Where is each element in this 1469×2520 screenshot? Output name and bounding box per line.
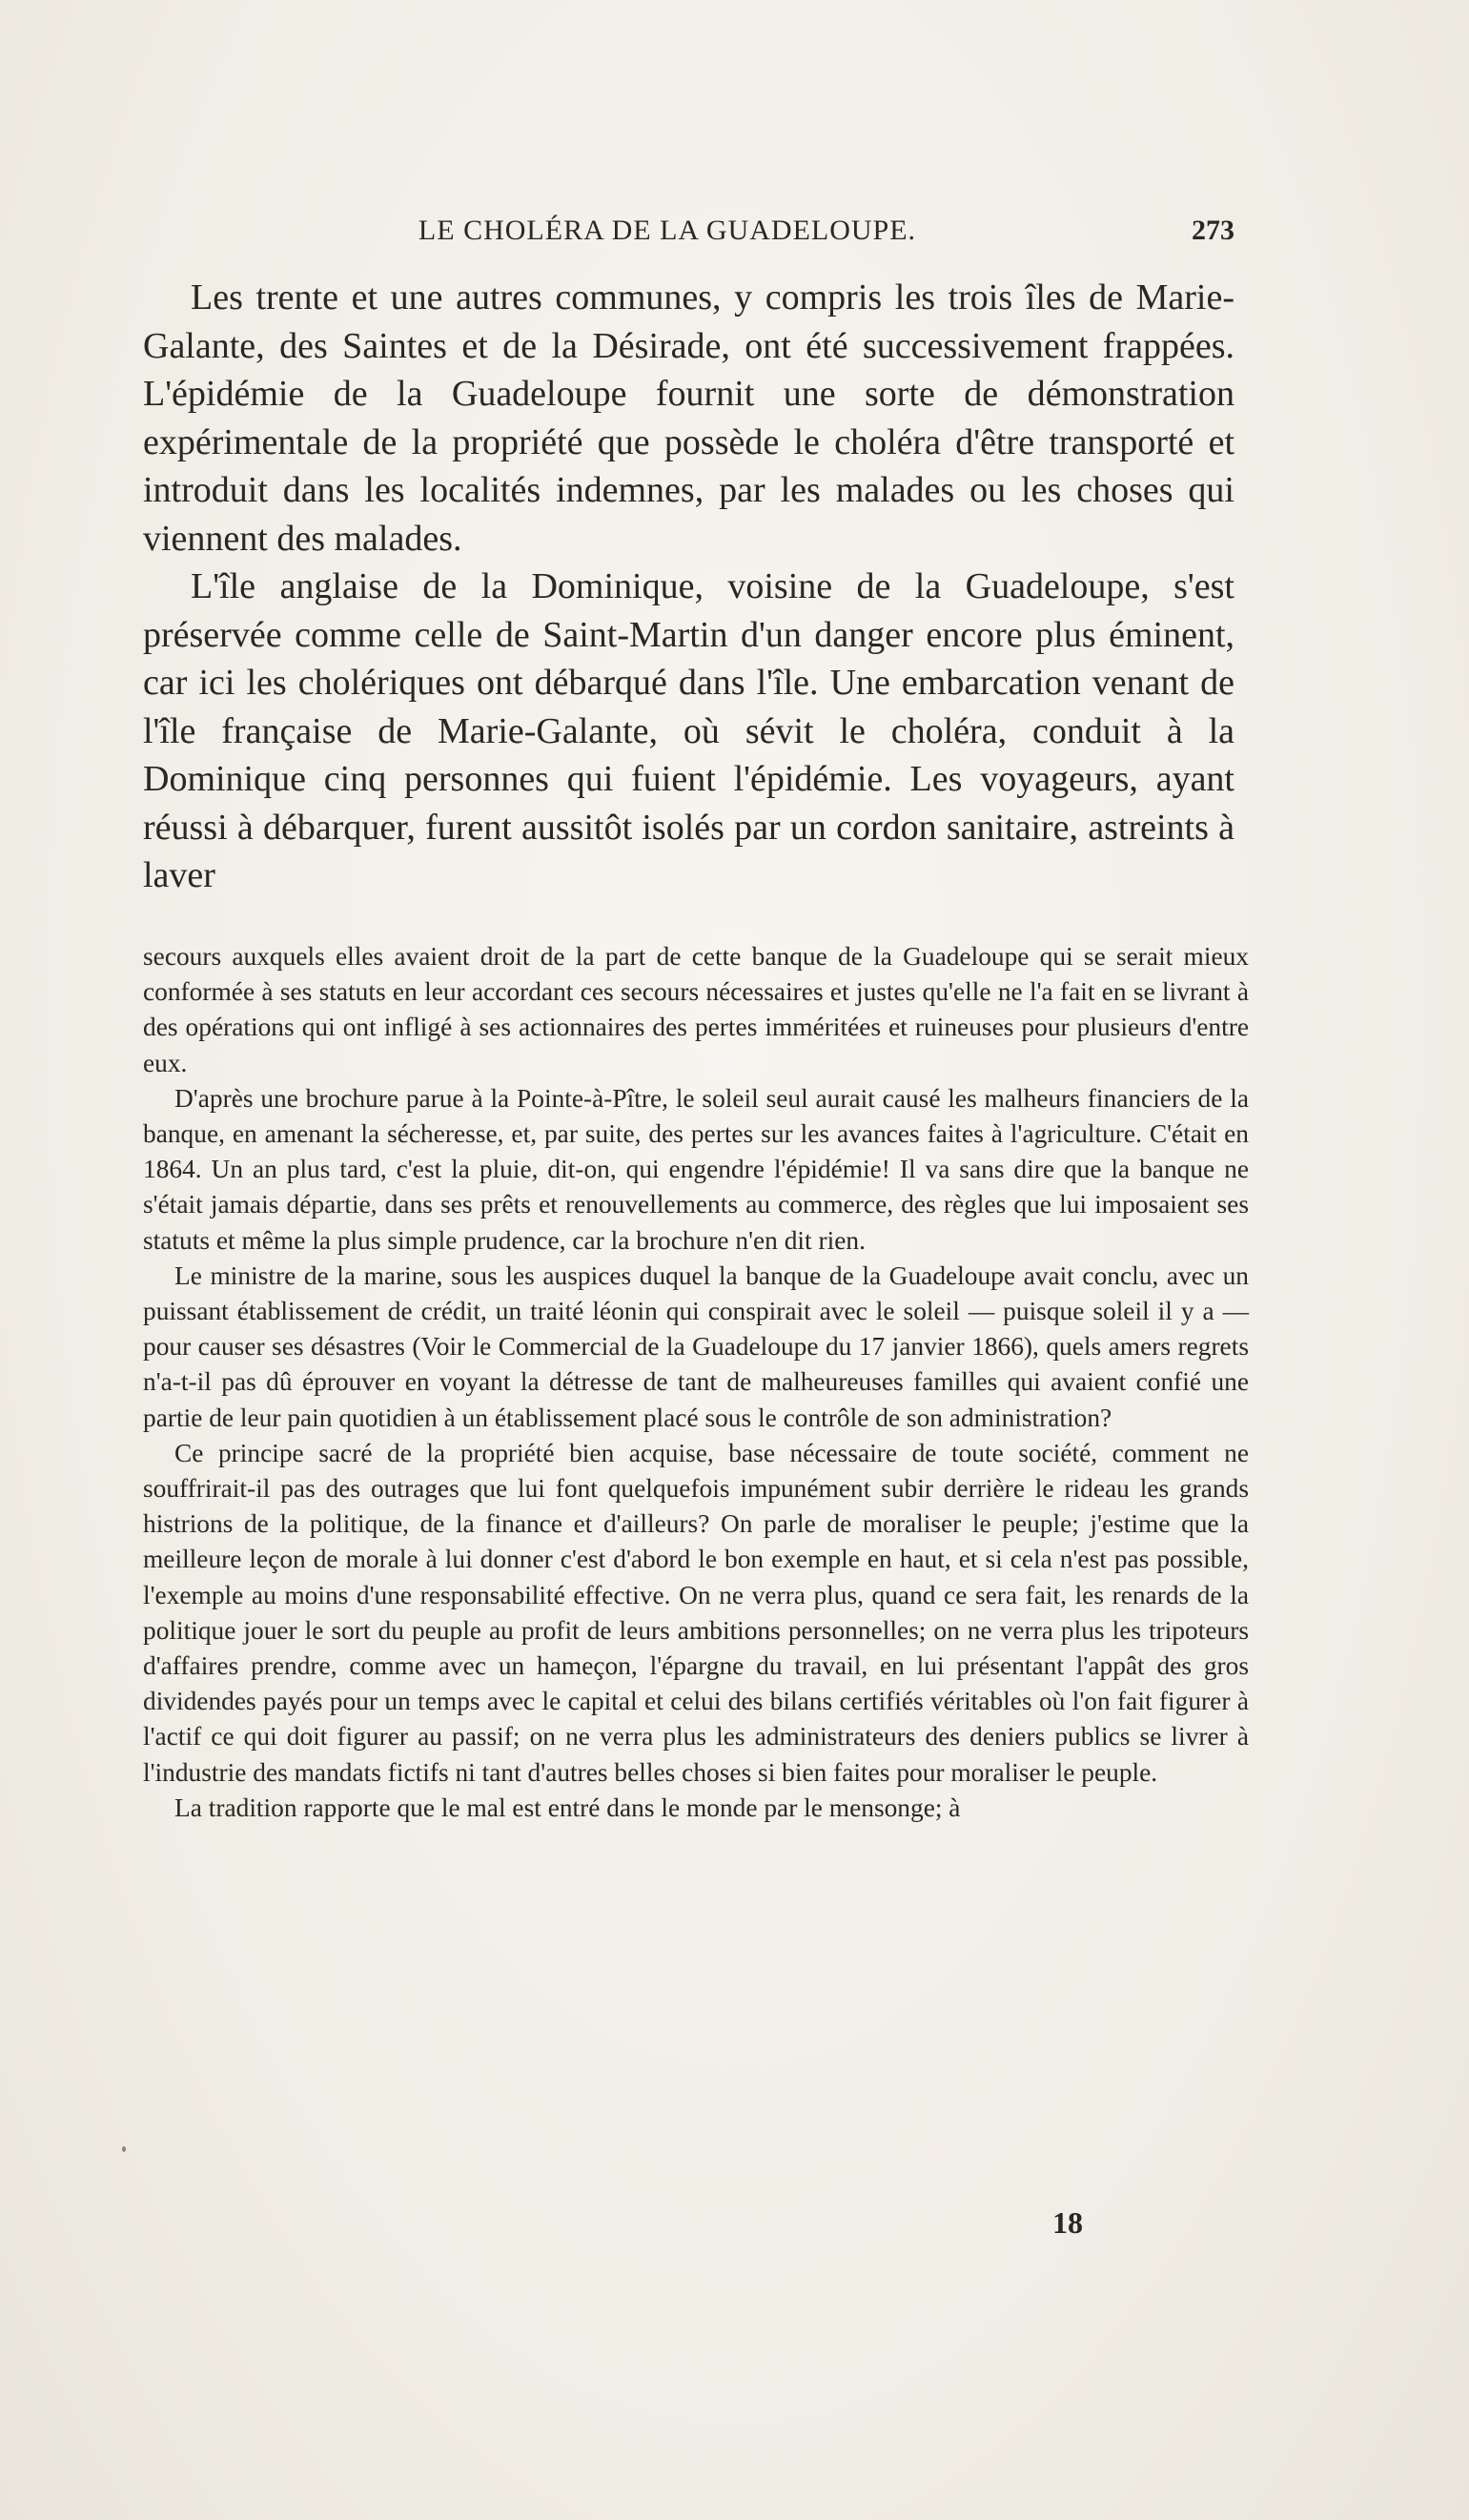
footnote-paragraph-3: Le ministre de la marine, sous les auspices duquel la banque de la Guadeloupe avait conclu, avec un puissant établissement de crédit, un traité léonin qui conspirait avec le soleil — puisque soleil il y a — pour causer ses désastres (Voir le Commercial de la Guadeloupe du 17 janvier 1866), quels amers regrets n'a-t-il pas dû éprouver en voyant la détresse de tant de malheureuses familles qui avaient confié une partie de leur pain quotidien à un établissement placé sous le contrôle de son administration? [143,1260,1249,1432]
footnote-paragraph-1: secours auxquels elles avaient droit de la part de cette banque de la Guadeloupe qui se serait mieux conformée à ses statuts en leur accordant ces secours nécessaires et justes qu'elle ne l'a fait en se livrant à des opérations qui ont infligé à ses actionnaires des pertes imméritées et ruineuses pour plusieurs d'entre eux. [143,942,1249,1077]
main-paragraph-2: L'île anglaise de la Dominique, voisine de la Guadeloupe, s'est préservée comme celle de Saint-Martin d'un danger encore plus éminent, car ici les cholériques ont débarqué dans l'île. Une embarcation venant de l'île française de Marie-Galante, où sévit le choléra, conduit à la Dominique cinq personnes qui fuient l'épidémie. Les voyageurs, ayant réussi à débarquer, furent aussitôt isolés par un cordon sanitaire, astreints à laver [143,566,1234,895]
page-number: 273 [1192,215,1234,246]
main-paragraph-1: Les trente et une autres communes, y compris les trois îles de Marie-Galante, des Saintes et de la Désirade, ont été successivement frappées. L'épidémie de la Guadeloupe fournit une sorte de démonstration expérimentale de la propriété que possède le choléra d'être transporté et introduit dans les localités indemnes, par les malades ou les choses qui viennent des malades. [143,277,1234,559]
footnote-block [143,939,1249,1826]
ink-speck [122,2146,126,2152]
main-text [143,274,1234,900]
footnote-paragraph-5: La tradition rapporte que le mal est entré dans le monde par le mensonge; à [174,1793,961,1822]
footnote-paragraph-2: D'après une brochure parue à la Pointe-à-Pître, le soleil seul aurait causé les malheurs financiers de la banque, en amenant la sécheresse, et, par suite, des pertes sur les avances faites à l'agriculture. C'était en 1864. Un an plus tard, c'est la pluie, dit-on, qui engendre l'épidémie! Il va sans dire que la banque ne s'était jamais départie, dans ses prêts et renouvellements au commerce, des règles que lui imposaient ses statuts et même la plus simple prudence, car la brochure n'en dit rien. [143,1083,1249,1255]
footnote-paragraph-4: Ce principe sacré de la propriété bien acquise, base nécessaire de toute société, comment ne souffrirait-il pas des outrages que lui font quelquefois impunément subir derrière le rideau les grands histrions de la politique, de la finance et d'ailleurs? On parle de moraliser le peuple; j'estime que la meilleure leçon de morale à lui donner c'est d'abord le bon exemple en haut, et si cela n'est pas possible, l'exemple au moins d'une responsabilité effective. On ne verra plus, quand ce sera fait, les renards de la politique jouer le sort du peuple au profit de leurs ambitions personnelles; on ne verra plus les tripoteurs d'affaires prendre, comme avec un hameçon, l'épargne du travail, en lui présentant l'appât des gros dividendes payés pour un temps avec le capital et celui des bilans certifiés véritables où l'on fait figurer à l'actif ce qui doit figurer au passif; on ne verra plus les administrateurs des deniers publics se livrer à l'industrie des mandats fictifs ni tant d'autres belles choses si bien faites pour moraliser le peuple. [143,1438,1249,1787]
signature-mark: 18 [1052,2205,1083,2240]
running-head: LE CHOLÉRA DE LA GUADELOUPE. [418,215,917,246]
page-header [143,215,1234,247]
